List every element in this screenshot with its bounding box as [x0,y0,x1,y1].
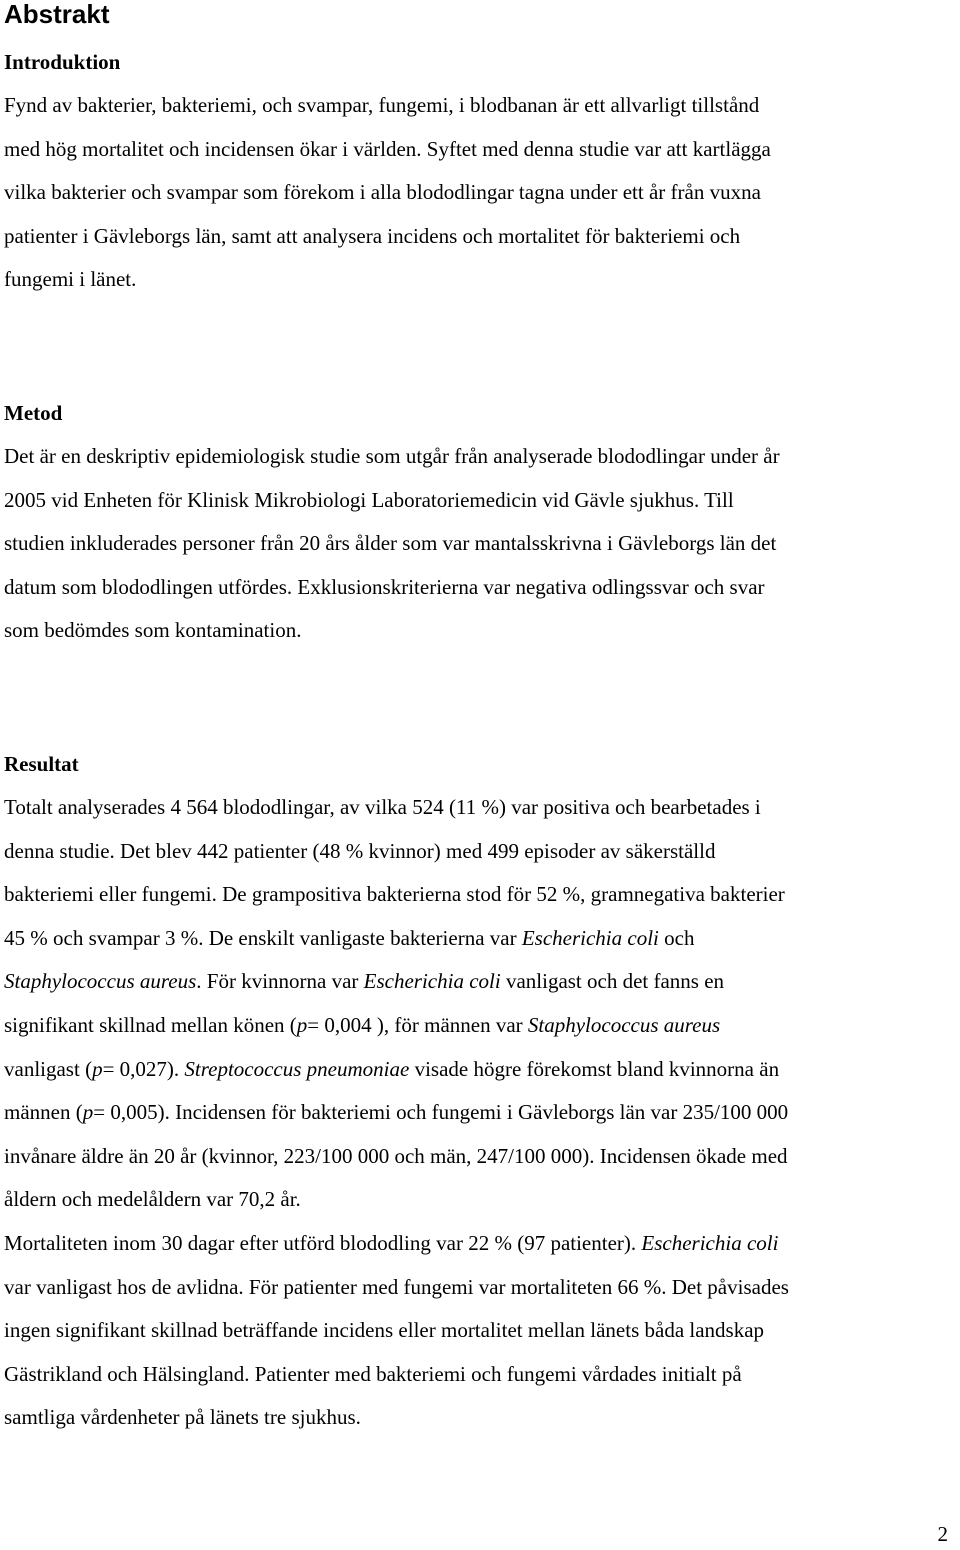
italic-term: Streptococcus pneumoniae [184,1056,410,1081]
text-line: ingen signifikant skillnad beträffande incidens eller mortalitet mellan länets båda landskap [4,1318,765,1343]
text-line: 45 % och svampar 3 %. De enskilt vanligaste bakterierna var Escherichia coli och [4,925,695,950]
text-line: vanligast (p= 0,027). Streptococcus pneumoniae visade högre förekomst bland kvinnorna än [4,1056,780,1081]
text-line: Fynd av bakterier, bakteriemi, och svampar, fungemi, i blodbanan är ett allvarligt tillstånd [4,93,760,117]
text-line: patienter i Gävleborgs län, samt att analysera incidens och mortalitet för bakteriemi och [4,223,741,248]
text-line: männen (p= 0,005). Incidensen för bakteriemi och fungemi i Gävleborgs län var 235/100 000 [4,1100,789,1125]
section-body-introduktion [4,84,944,302]
text-line: 2005 vid Enheten för Klinisk Mikrobiologi Laboratoriemedicin vid Gävle sjukhus. Till [4,487,734,512]
text-line: datum som blododlingen utfördes. Exklusionskriterierna var negativa odlingssvar och svar [4,574,765,599]
text-line: Gästrikland och Hälsingland. Patienter med bakteriemi och fungemi vårdades initialt på [4,1361,742,1386]
italic-term: Escherichia coli [641,1230,779,1255]
text-line: studien inkluderades personer från 20 års ålder som var mantalsskrivna i Gävleborgs län det [4,531,777,556]
section-body-resultat [4,786,944,1440]
section-heading-resultat: Resultat [4,752,79,776]
italic-term: Escherichia coli [363,969,501,994]
text-line: åldern och medelåldern var 70,2 år. [4,1187,301,1212]
page-number: 2 [937,1522,948,1546]
document-title: Abstrakt [4,0,110,29]
italic-term: p [296,1012,308,1037]
italic-term: p [82,1100,94,1125]
text-line: fungemi i länet. [4,267,137,292]
italic-term: Staphylococcus aureus [527,1012,721,1037]
section-heading-metod: Metod [4,401,63,425]
italic-term: Staphylococcus aureus [4,969,197,994]
text-line: Det är en deskriptiv epidemiologisk studie som utgår från analyserade blododlingar under år [4,444,780,468]
text-line: invånare äldre än 20 år (kvinnor, 223/100 000 och män, 247/100 000). Incidensen ökade med [4,1143,788,1168]
text-line: samtliga vårdenheter på länets tre sjukhus. [4,1405,361,1430]
text-line: Staphylococcus aureus. För kvinnorna var Escherichia coli vanligast och det fanns en [4,969,725,994]
text-line: med hög mortalitet och incidensen ökar i världen. Syftet med denna studie var att kartlägga [4,136,771,161]
text-line: Totalt analyserades 4 564 blododlingar, av vilka 524 (11 %) var positiva och bearbetades i [4,795,761,819]
italic-term: Escherichia coli [521,925,659,950]
text-line: som bedömdes som kontamination. [4,618,302,643]
text-line: vilka bakterier och svampar som förekom i alla blododlingar tagna under ett år från vuxna [4,180,761,205]
italic-term: p [92,1056,103,1081]
text-line: bakteriemi eller fungemi. De grampositiva bakterierna stod för 52 %, gramnegativa bakterier [4,882,785,907]
text-line: denna studie. Det blev 442 patienter (48 % kvinnor) med 499 episoder av säkerställd [4,838,716,863]
text-line: Mortaliteten inom 30 dagar efter utförd blododling var 22 % (97 patienter). Escherichia coli [4,1230,779,1255]
text-line: signifikant skillnad mellan könen (p= 0,004 ), för männen var Staphylococcus aureus [4,1012,721,1037]
text-line: var vanligast hos de avlidna. För patienter med fungemi var mortaliteten 66 %. Det påvisades [4,1274,789,1299]
section-body-metod [4,435,944,653]
section-heading-introduktion: Introduktion [4,50,121,74]
